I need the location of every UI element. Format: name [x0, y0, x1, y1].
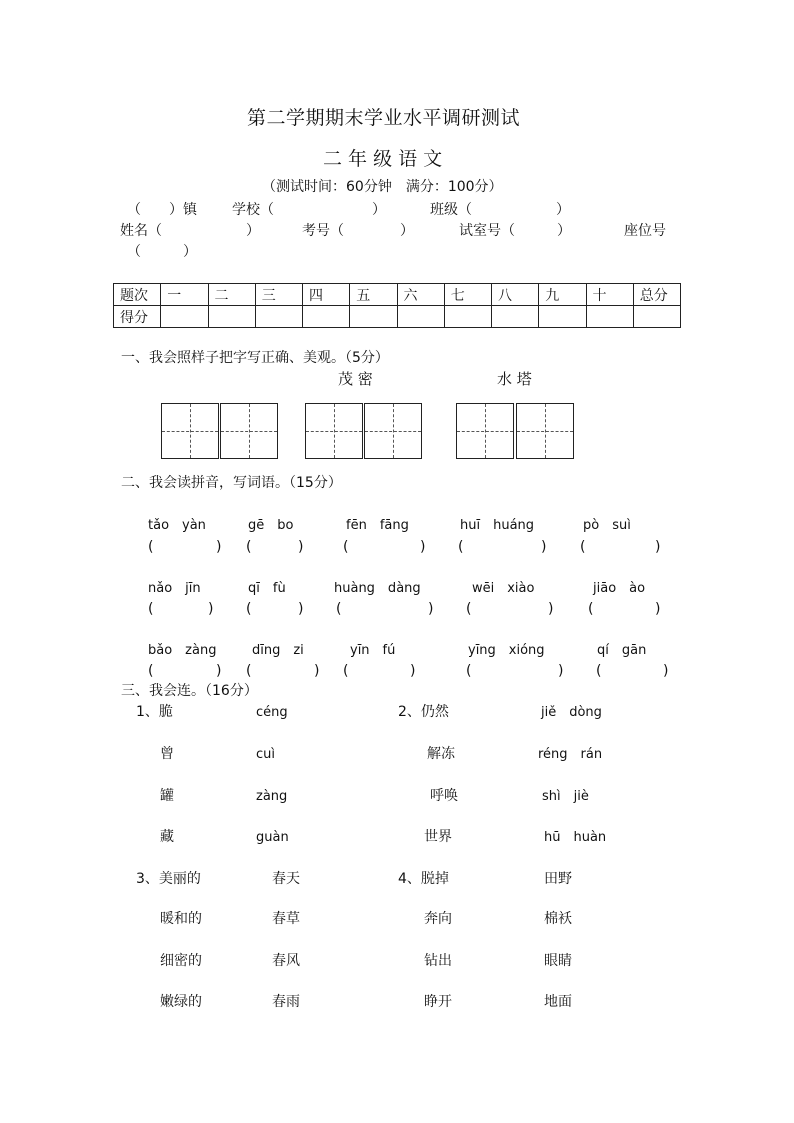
- match-q4-right-item: 眼睛: [544, 953, 572, 969]
- match-q1-right-item: zàng: [256, 789, 288, 804]
- score-header-cell: 七: [444, 284, 491, 306]
- blank-open: (: [466, 663, 472, 679]
- score-cell: [586, 306, 633, 328]
- writing-grid-cell: [364, 403, 422, 459]
- writing-grid-cell: [516, 403, 574, 459]
- match-q2-left-item: 呼唤: [430, 788, 458, 804]
- score-header-cell: 十: [586, 284, 633, 306]
- blank-close: ): [298, 601, 304, 617]
- score-cell: [303, 306, 350, 328]
- score-table-score-row: [114, 306, 681, 328]
- pinyin-item: jiāo ào: [593, 581, 646, 596]
- page-subtitle: 二 年 级 语 文: [323, 148, 443, 170]
- match-q3-right-item: 春天: [272, 871, 300, 887]
- section1-word-2: 水 塔: [497, 370, 532, 388]
- section2-heading: 二、我会读拼音，写词语。（15分）: [121, 475, 342, 491]
- match-q1-right-item: cuì: [256, 747, 275, 762]
- blank-close: ): [208, 601, 214, 617]
- match-q4-right-item: 田野: [544, 871, 572, 887]
- match-q4-left-item: 睁开: [424, 994, 452, 1010]
- score-header-cell: 五: [350, 284, 397, 306]
- match-q1-left-item: 罐: [160, 788, 174, 804]
- blank-open: (: [246, 601, 252, 617]
- score-cell: [255, 306, 302, 328]
- score-header-cell: 八: [492, 284, 539, 306]
- school-field: 学校（ ）: [232, 202, 386, 218]
- blank-close: ): [541, 539, 547, 555]
- score-cell: [633, 306, 680, 328]
- blank-close: ): [314, 663, 320, 679]
- score-header-cell: 四: [303, 284, 350, 306]
- score-header-cell: 一: [161, 284, 208, 306]
- match-q3-right-item: 春草: [272, 911, 300, 927]
- name-field: 姓名（ ）: [120, 223, 260, 239]
- town-field: （ ）镇: [127, 202, 197, 218]
- score-row-label: 得分: [114, 306, 161, 328]
- pinyin-item: dīng zi: [252, 643, 304, 658]
- match-q2-label: 2、仍然: [398, 704, 449, 720]
- blank-open: (: [148, 539, 154, 555]
- match-q2-right-item: jiě dòng: [541, 705, 602, 720]
- exam-info: （测试时间：60分钟 满分：100分）: [262, 179, 503, 195]
- blank-open: (: [580, 539, 586, 555]
- pinyin-item: qī fù: [248, 581, 286, 596]
- blank-close: ): [548, 601, 554, 617]
- pinyin-item: nǎo jīn: [148, 581, 201, 596]
- blank-open: (: [588, 601, 594, 617]
- writing-grid-cell: [305, 403, 363, 459]
- exam-number-field: 考号（ ）: [302, 223, 414, 239]
- score-header-cell: 总分: [633, 284, 680, 306]
- blank-close: ): [655, 539, 661, 555]
- match-q1-label: 1、脆: [136, 704, 173, 720]
- blank-open: (: [343, 663, 349, 679]
- match-q1-left-item: 藏: [160, 829, 174, 845]
- blank-close: ): [216, 663, 222, 679]
- match-q4-right-item: 地面: [544, 994, 572, 1010]
- match-q2-right-item: réng rán: [538, 747, 603, 762]
- match-q4-right-item: 棉袄: [544, 911, 572, 927]
- section3-heading: 三、我会连。（16分）: [121, 683, 258, 699]
- blank-open: (: [343, 539, 349, 555]
- page-title: 第二学期期末学业水平调研测试: [247, 107, 521, 129]
- pinyin-item: qí gān: [597, 643, 647, 658]
- match-q2-right-item: hū huàn: [544, 830, 607, 845]
- blank-open: (: [246, 539, 252, 555]
- blank-close: ): [216, 539, 222, 555]
- blank-close: ): [420, 539, 426, 555]
- blank-open: (: [458, 539, 464, 555]
- writing-grid-cell: [161, 403, 219, 459]
- blank-close: ): [663, 663, 669, 679]
- match-q3-label: 3、美丽的: [136, 871, 201, 887]
- score-cell: [350, 306, 397, 328]
- match-q4-left-item: 奔向: [424, 911, 452, 927]
- seat-number-label: 座位号: [624, 223, 666, 239]
- match-q2-left-item: 解冻: [427, 746, 455, 762]
- class-field: 班级（ ）: [430, 202, 570, 218]
- blank-open: (: [246, 663, 252, 679]
- score-header-cell: 九: [539, 284, 586, 306]
- match-q1-right-item: guàn: [256, 830, 289, 845]
- score-cell: [444, 306, 491, 328]
- score-header-cell: 三: [255, 284, 302, 306]
- blank-close: ): [655, 601, 661, 617]
- score-header-cell: 二: [208, 284, 255, 306]
- pinyin-item: pò suì: [583, 518, 631, 533]
- blank-open: (: [148, 601, 154, 617]
- blank-close: ): [298, 539, 304, 555]
- section1-heading: 一、我会照样子把字写正确、美观。（5分）: [121, 350, 389, 366]
- score-header-cell: 六: [397, 284, 444, 306]
- score-cell: [492, 306, 539, 328]
- blank-close: ): [410, 663, 416, 679]
- score-table: [113, 283, 681, 328]
- pinyin-item: huī huáng: [460, 518, 535, 533]
- score-cell: [161, 306, 208, 328]
- section1-word-1: 茂 密: [338, 370, 373, 388]
- score-cell: [397, 306, 444, 328]
- blank-close: ): [558, 663, 564, 679]
- score-header-cell: 题次: [114, 284, 161, 306]
- match-q1-right-item: céng: [256, 705, 288, 720]
- pinyin-item: wēi xiào: [472, 581, 535, 596]
- match-q4-left-item: 钻出: [424, 953, 452, 969]
- match-q2-left-item: 世界: [424, 829, 452, 845]
- blank-open: (: [466, 601, 472, 617]
- pinyin-item: tǎo yàn: [148, 518, 206, 533]
- pinyin-item: yīn fú: [350, 643, 396, 658]
- score-cell: [539, 306, 586, 328]
- pinyin-item: fēn fāng: [346, 518, 409, 533]
- match-q2-right-item: shì jiè: [542, 789, 589, 804]
- match-q4-label: 4、脱掉: [398, 871, 449, 887]
- writing-grid-cell: [220, 403, 278, 459]
- match-q3-left-item: 暖和的: [160, 911, 202, 927]
- pinyin-item: yīng xióng: [468, 643, 545, 658]
- pinyin-item: bǎo zàng: [148, 643, 217, 658]
- blank-open: (: [336, 601, 342, 617]
- blank-open: (: [148, 663, 154, 679]
- seat-number-blank: （ ）: [127, 244, 197, 260]
- pinyin-item: gē bo: [248, 518, 294, 533]
- blank-open: (: [596, 663, 602, 679]
- writing-grid-cell: [456, 403, 514, 459]
- match-q3-right-item: 春风: [272, 953, 300, 969]
- match-q1-left-item: 曾: [160, 746, 174, 762]
- blank-close: ): [428, 601, 434, 617]
- match-q3-left-item: 细密的: [160, 953, 202, 969]
- match-q3-right-item: 春雨: [272, 994, 300, 1010]
- pinyin-item: huàng dàng: [334, 581, 421, 596]
- score-table-header-row: [114, 284, 681, 306]
- score-cell: [208, 306, 255, 328]
- room-number-field: 试室号（ ）: [459, 223, 571, 239]
- match-q3-left-item: 嫩绿的: [160, 994, 202, 1010]
